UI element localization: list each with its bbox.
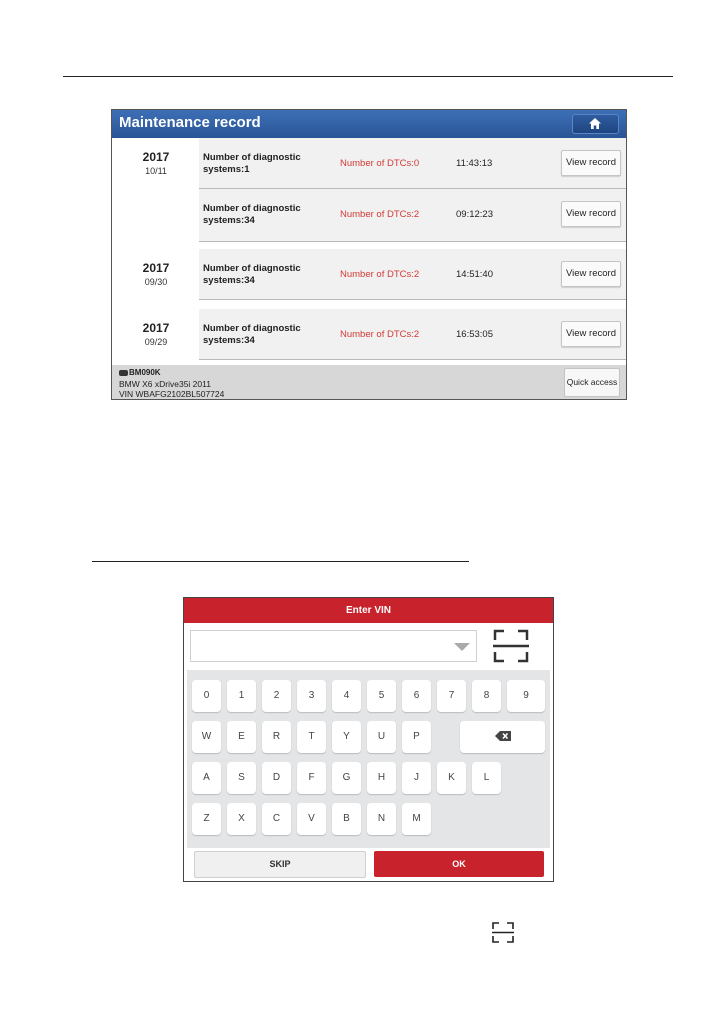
record-date-group <box>112 261 200 287</box>
vin-dialog-header <box>184 598 553 623</box>
key-x[interactable]: X <box>227 803 256 835</box>
record-row <box>199 249 626 300</box>
record-year: 2017 <box>142 261 170 275</box>
key-a[interactable]: A <box>192 762 221 794</box>
record-time: 09:12:23 <box>456 209 493 220</box>
diagnostic-systems-count: Number of diagnostic systems:1 <box>203 152 301 175</box>
key-e[interactable]: E <box>227 721 256 753</box>
record-time: 11:43:13 <box>456 158 493 169</box>
key-2[interactable]: 2 <box>262 680 291 712</box>
key-r[interactable]: R <box>262 721 291 753</box>
key-s[interactable]: S <box>227 762 256 794</box>
record-year: 2017 <box>142 150 170 164</box>
key-g[interactable]: G <box>332 762 361 794</box>
dialog-actions <box>184 848 553 881</box>
record-date: 09/30 <box>144 277 168 287</box>
diagnostic-systems-count: Number of diagnostic systems:34 <box>203 263 301 286</box>
page-title: Maintenance record <box>119 114 261 131</box>
record-year: 2017 <box>142 321 170 335</box>
key-8[interactable]: 8 <box>472 680 501 712</box>
key-n[interactable]: N <box>367 803 396 835</box>
record-time: 14:51:40 <box>456 269 493 280</box>
view-record-button[interactable]: View record <box>561 321 621 347</box>
vehicle-info-bar <box>112 365 626 399</box>
key-5[interactable]: 5 <box>367 680 396 712</box>
quick-access-button[interactable]: Quick access <box>564 368 620 397</box>
dtc-count: Number of DTCs:2 <box>340 269 420 280</box>
key-j[interactable]: J <box>402 762 431 794</box>
record-row <box>199 309 626 360</box>
key-l[interactable]: L <box>472 762 501 794</box>
vin-input-field[interactable] <box>190 630 477 662</box>
dtc-count: Number of DTCs:0 <box>340 158 420 169</box>
key-m[interactable]: M <box>402 803 431 835</box>
key-0[interactable]: 0 <box>192 680 221 712</box>
key-f[interactable]: F <box>297 762 326 794</box>
ok-button[interactable]: OK <box>374 851 544 877</box>
backspace-icon <box>495 731 511 741</box>
record-time: 16:53:05 <box>456 329 493 340</box>
view-record-button[interactable]: View record <box>561 150 621 176</box>
key-4[interactable]: 4 <box>332 680 361 712</box>
view-record-button[interactable]: View record <box>561 201 621 227</box>
dropdown-arrow-icon[interactable] <box>454 643 470 651</box>
record-date: 09/29 <box>144 337 168 347</box>
maintenance-record-screen <box>111 109 627 400</box>
record-date-group <box>112 150 200 176</box>
vehicle-vin: VIN WBAFG2102BL507724 <box>119 389 225 399</box>
key-7[interactable]: 7 <box>437 680 466 712</box>
vin-input[interactable] <box>195 631 449 661</box>
key-h[interactable]: H <box>367 762 396 794</box>
record-date: 10/11 <box>145 166 167 176</box>
key-k[interactable]: K <box>437 762 466 794</box>
keyboard <box>187 670 550 848</box>
key-1[interactable]: 1 <box>227 680 256 712</box>
key-u[interactable]: U <box>367 721 396 753</box>
key-v[interactable]: V <box>297 803 326 835</box>
diagnostic-systems-count: Number of diagnostic systems:34 <box>203 203 301 226</box>
section-rule <box>92 561 469 562</box>
vehicle-model: BMW X6 xDrive35i 2011 <box>119 379 211 389</box>
key-w[interactable]: W <box>192 721 221 753</box>
scan-icon[interactable] <box>493 629 529 663</box>
key-p[interactable]: P <box>402 721 431 753</box>
key-y[interactable]: Y <box>332 721 361 753</box>
record-date-group <box>112 321 200 347</box>
key-6[interactable]: 6 <box>402 680 431 712</box>
key-z[interactable]: Z <box>192 803 221 835</box>
key-t[interactable]: T <box>297 721 326 753</box>
view-record-button[interactable]: View record <box>561 261 621 287</box>
record-row <box>199 189 626 242</box>
record-row <box>199 138 626 189</box>
key-d[interactable]: D <box>262 762 291 794</box>
home-button[interactable] <box>572 114 619 134</box>
maintenance-header <box>112 110 626 138</box>
home-icon <box>589 118 601 129</box>
dialog-title: Enter VIN <box>345 605 391 616</box>
dtc-count: Number of DTCs:2 <box>340 209 420 220</box>
enter-vin-dialog <box>183 597 554 882</box>
diagnostic-systems-count: Number of diagnostic systems:34 <box>203 323 301 346</box>
key-c[interactable]: C <box>262 803 291 835</box>
key-b[interactable]: B <box>332 803 361 835</box>
scan-icon <box>492 922 514 943</box>
skip-button[interactable]: SKIP <box>194 851 366 878</box>
key-9[interactable]: 9 <box>507 680 545 712</box>
key-3[interactable]: 3 <box>297 680 326 712</box>
page-header-rule <box>63 76 673 77</box>
dtc-count: Number of DTCs:2 <box>340 329 420 340</box>
vehicle-code: BM090K <box>119 368 161 377</box>
backspace-key[interactable] <box>460 721 545 753</box>
car-icon <box>119 370 128 376</box>
